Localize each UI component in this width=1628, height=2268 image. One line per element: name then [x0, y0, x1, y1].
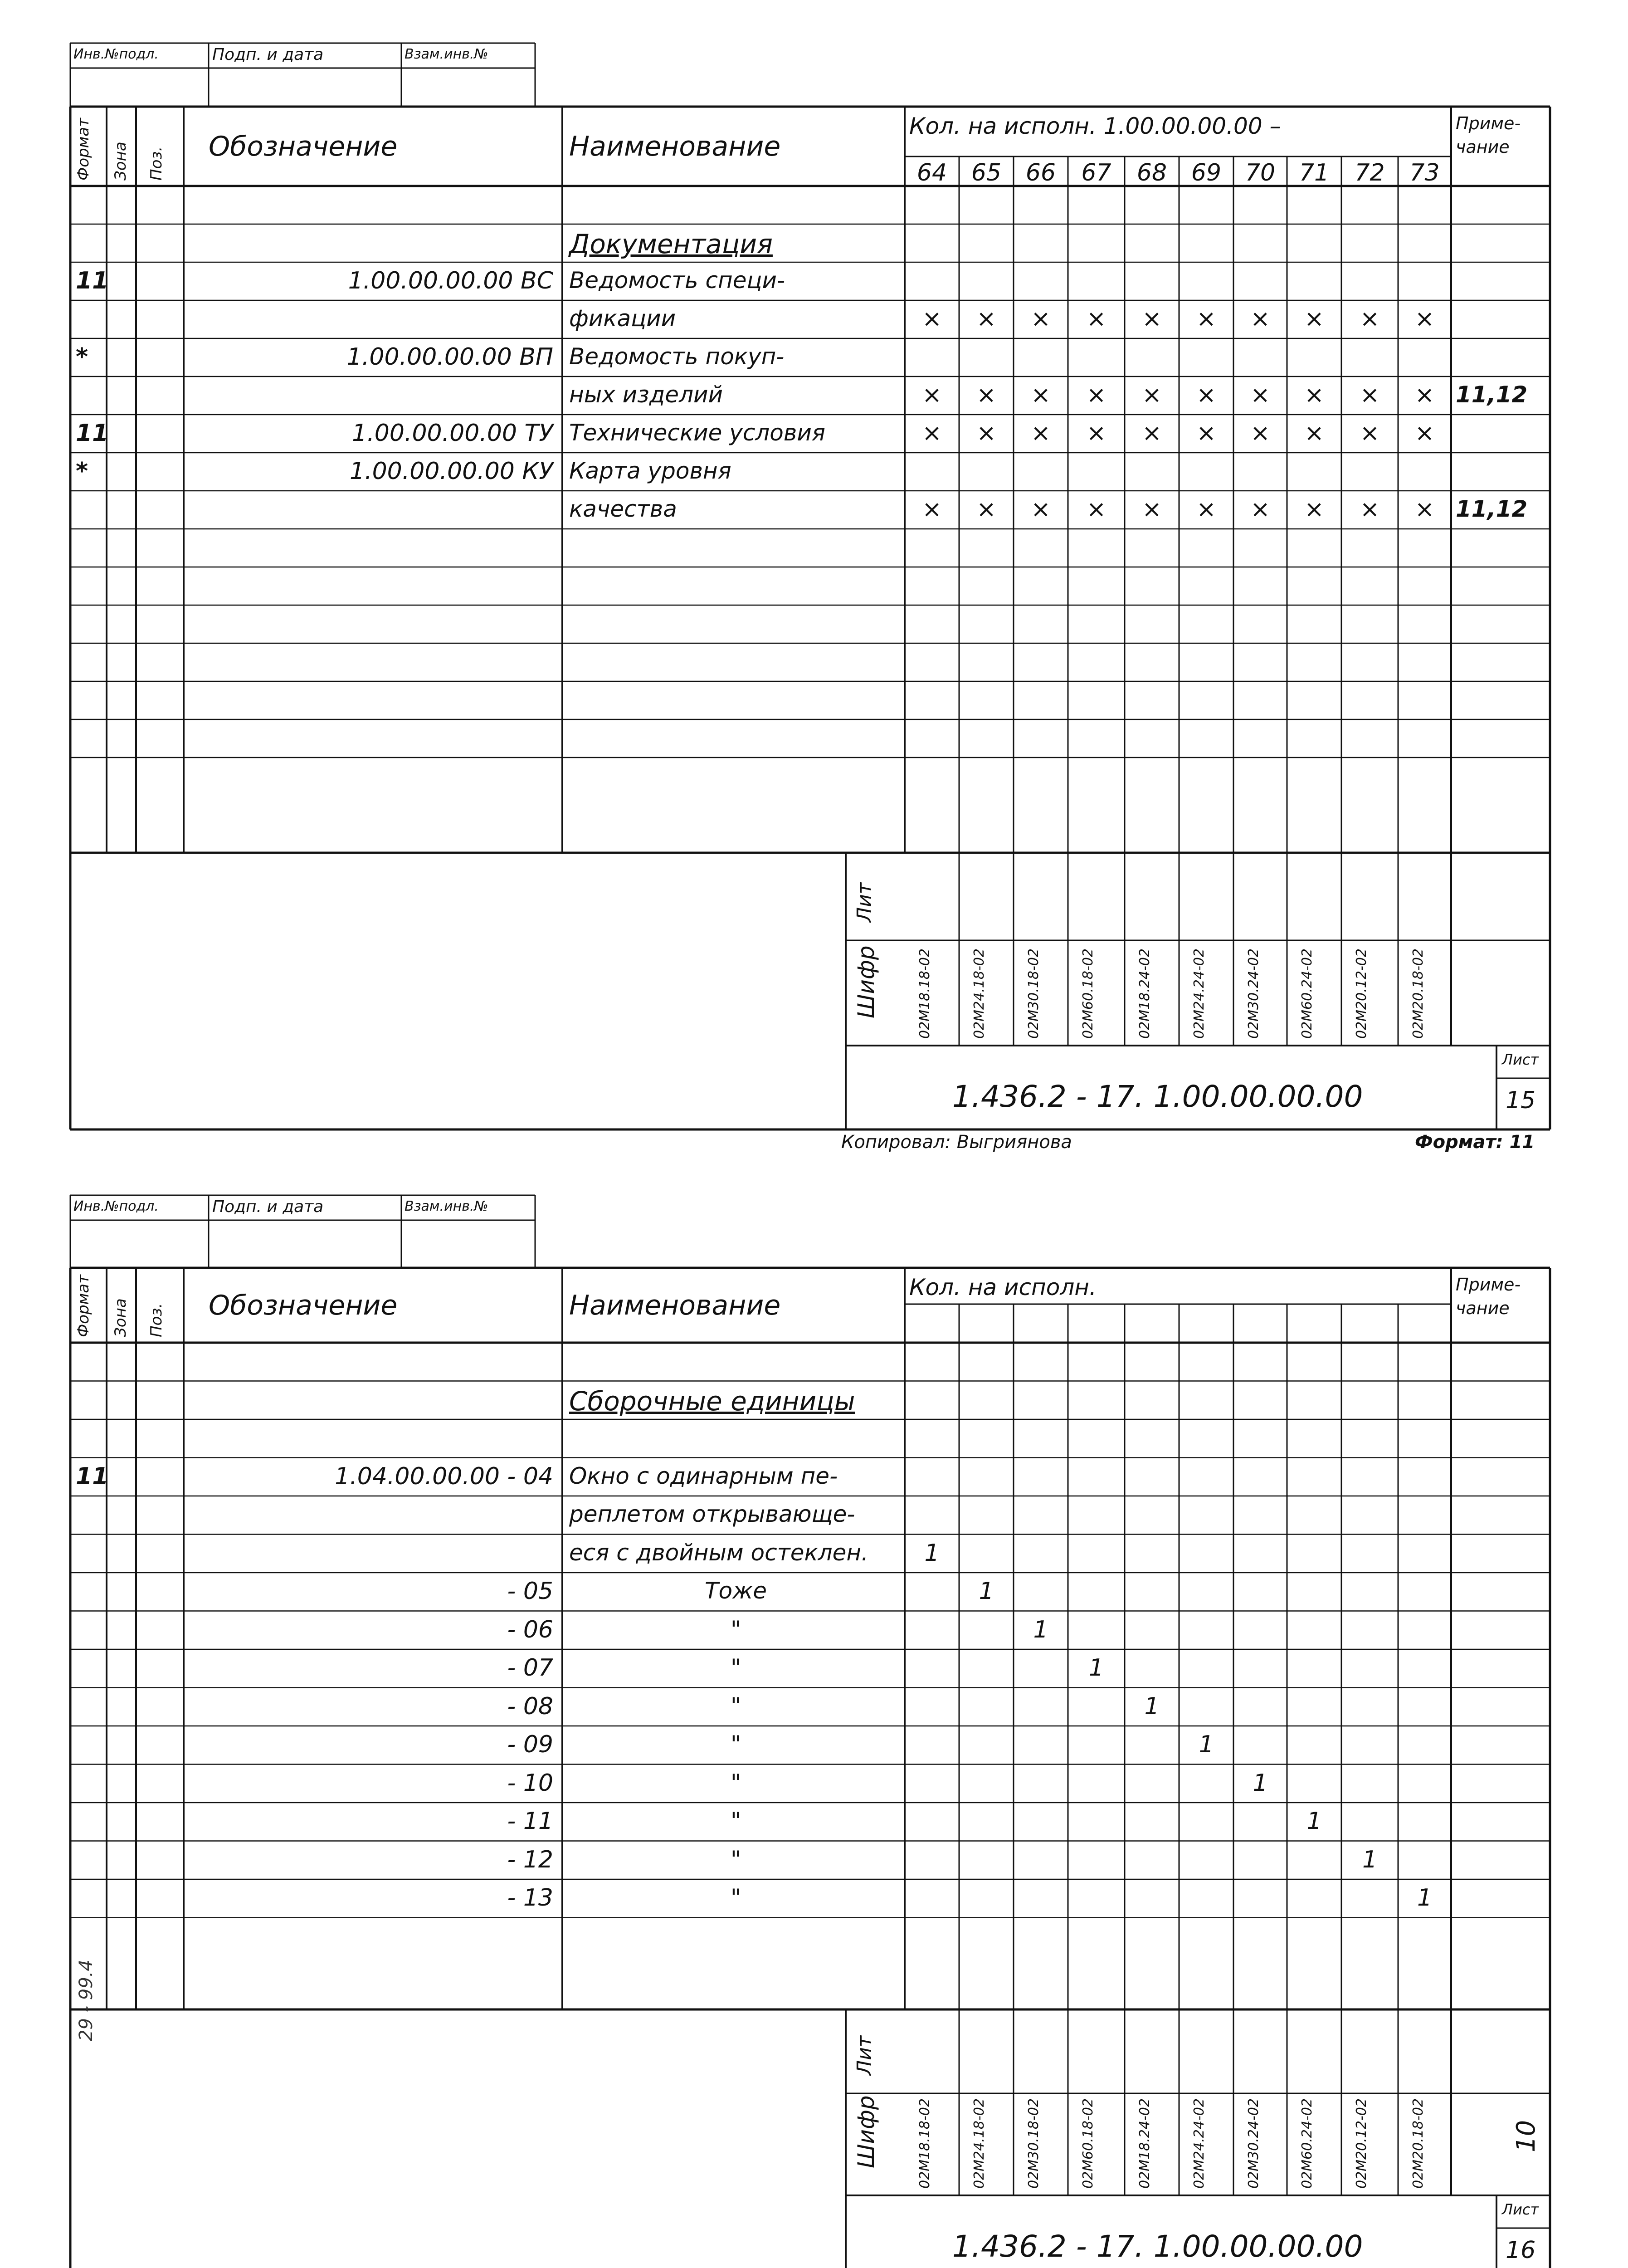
quantity-mark: 1 [1144, 1692, 1160, 1720]
row-name: ных изделий [569, 381, 723, 408]
variant-code: 02М24.18-02 [971, 948, 987, 1039]
row-designation: - 13 [507, 1884, 553, 1911]
quantity-mark: × [1196, 305, 1216, 332]
quantity-mark: × [1250, 305, 1270, 332]
row-format: 11 [76, 420, 109, 447]
row-name: " [731, 1884, 741, 1911]
signature-date-label: Подп. и дата [212, 1198, 324, 1216]
row-designation: 1.00.00.00.00 ВП [346, 343, 553, 371]
sheet-label: Лист [1502, 1051, 1539, 1068]
column-header-note: Приме- [1456, 113, 1521, 133]
variant-code: 02М30.24-02 [1246, 948, 1262, 1039]
row-designation: - 07 [507, 1654, 553, 1681]
shifr-label: Шифр [853, 945, 879, 1018]
document-number: 1.436.2 - 17. 1.00.00.00.00 [952, 2229, 1363, 2264]
variant-code: 02М24.18-02 [971, 2098, 987, 2189]
variant-code: 02М30.18-02 [1026, 948, 1042, 1039]
quantity-mark: × [1196, 496, 1216, 523]
variant-number: 69 [1191, 159, 1222, 186]
quantity-mark: 1 [1417, 1884, 1433, 1911]
variant-code: 02М60.18-02 [1080, 2098, 1096, 2189]
quantity-mark: × [922, 496, 942, 523]
variant-code: 02М24.24-02 [1191, 2098, 1207, 2189]
row-designation: 1.00.00.00.00 ТУ [352, 420, 553, 447]
variant-code: 02М20.18-02 [1410, 2098, 1426, 2189]
column-header-quantity: Кол. на исполн. [909, 1274, 1097, 1300]
quantity-mark: × [1031, 420, 1051, 447]
column-header-position: Поз. [147, 1303, 166, 1337]
column-header-format: Формат [74, 1275, 93, 1337]
row-name: " [731, 1846, 741, 1872]
quantity-mark: 1 [1253, 1769, 1268, 1797]
quantity-mark: × [1250, 496, 1270, 523]
quantity-mark: × [1360, 420, 1380, 447]
variant-code: 02М18.24-02 [1137, 2098, 1153, 2189]
row-designation: - 06 [507, 1616, 553, 1643]
row-format: * [76, 343, 88, 371]
quantity-mark: × [1086, 496, 1106, 523]
variant-code: 02М60.24-02 [1299, 948, 1315, 1039]
row-name: Тоже [705, 1578, 767, 1604]
quantity-mark: × [1086, 381, 1106, 409]
variant-code: 02М30.18-02 [1026, 2098, 1042, 2189]
section-heading: Сборочные единицы [569, 1385, 855, 1417]
row-name: Карта уровня [569, 458, 731, 484]
quantity-mark: × [1304, 420, 1324, 447]
column-header-position: Поз. [147, 146, 166, 181]
quantity-mark: × [1414, 305, 1435, 332]
column-header-quantity: Кол. на исполн. 1.00.00.00.00 – [909, 113, 1281, 139]
replacement-inventory-label: Взам.инв.№ [405, 46, 488, 62]
quantity-mark: × [1031, 381, 1051, 409]
row-name: " [731, 1616, 741, 1642]
variant-number: 68 [1136, 159, 1167, 186]
inventory-label: Инв.№подл. [73, 46, 159, 62]
quantity-mark: × [1142, 420, 1162, 447]
quantity-mark: 1 [924, 1539, 940, 1567]
quantity-mark: × [1031, 305, 1051, 332]
row-designation: - 10 [507, 1769, 553, 1797]
quantity-mark: × [1250, 420, 1270, 447]
row-note: 11,12 [1456, 381, 1528, 408]
variant-code: 02М18.24-02 [1137, 948, 1153, 1039]
shifr-label: Шифр [853, 2095, 879, 2168]
variant-code: 02М20.12-02 [1354, 2098, 1370, 2189]
row-designation: 1.00.00.00.00 КУ [349, 458, 553, 485]
variant-code: 02М20.12-02 [1354, 948, 1370, 1039]
row-name: Окно с одинарным пе- [569, 1462, 838, 1489]
variant-code: 02М60.18-02 [1080, 948, 1096, 1039]
quantity-mark: × [1304, 381, 1324, 409]
quantity-mark: × [1250, 381, 1270, 409]
document-number: 1.436.2 - 17. 1.00.00.00.00 [952, 1079, 1363, 1114]
quantity-mark: × [922, 305, 942, 332]
row-designation: - 09 [507, 1731, 553, 1758]
row-name: Ведомость специ- [569, 267, 785, 293]
column-header-zone: Зона [112, 1298, 130, 1337]
row-name: " [731, 1769, 741, 1796]
column-header-note: чание [1456, 137, 1510, 157]
side-stamp: 10 [1511, 2120, 1541, 2152]
quantity-mark: × [1414, 496, 1435, 523]
signature-date-label: Подп. и дата [212, 45, 324, 64]
quantity-mark: × [1086, 420, 1106, 447]
column-header-zone: Зона [112, 142, 130, 181]
variant-number: 67 [1081, 159, 1111, 186]
column-header-note: Приме- [1456, 1275, 1521, 1295]
column-header-format: Формат [74, 118, 93, 181]
sheet-number: 15 [1506, 1087, 1536, 1114]
quantity-mark: × [1360, 496, 1380, 523]
row-format: 11 [76, 1462, 109, 1490]
lit-label: Лит [853, 2035, 876, 2075]
row-name: " [731, 1654, 741, 1681]
quantity-mark: × [1196, 381, 1216, 409]
variant-code: 02М20.18-02 [1410, 948, 1426, 1039]
variant-code: 02М18.18-02 [917, 2098, 933, 2189]
quantity-mark: × [976, 496, 996, 523]
column-header-designation: Обозначение [209, 130, 398, 162]
row-name: фикации [569, 305, 676, 332]
inventory-label: Инв.№подл. [73, 1198, 159, 1214]
quantity-mark: × [1142, 496, 1162, 523]
variant-code: 02М30.24-02 [1246, 2098, 1262, 2189]
variant-code: 02М60.24-02 [1299, 2098, 1315, 2189]
variant-code: 02М24.24-02 [1191, 948, 1207, 1039]
quantity-mark: 1 [1033, 1616, 1048, 1643]
variant-number: 71 [1299, 159, 1330, 186]
quantity-mark: × [922, 381, 942, 409]
row-name: " [731, 1692, 741, 1719]
sheet-number: 16 [1506, 2237, 1536, 2264]
quantity-mark: × [1142, 381, 1162, 409]
variant-number: 70 [1245, 159, 1276, 186]
variant-number: 64 [916, 159, 947, 186]
quantity-mark: × [1304, 496, 1324, 523]
quantity-mark: × [1031, 496, 1051, 523]
variant-number: 73 [1409, 159, 1440, 186]
row-designation: - 12 [507, 1846, 553, 1873]
row-name: еся с двойным остеклен. [569, 1539, 868, 1566]
variant-number: 72 [1355, 159, 1385, 186]
quantity-mark: × [976, 420, 996, 447]
quantity-mark: 1 [1199, 1731, 1214, 1758]
quantity-mark: × [1142, 305, 1162, 332]
quantity-mark: × [922, 420, 942, 447]
quantity-mark: 1 [1306, 1808, 1322, 1835]
row-format: * [76, 458, 88, 485]
section-heading: Документация [569, 229, 773, 259]
variant-number: 66 [1025, 159, 1056, 186]
quantity-mark: × [1360, 381, 1380, 409]
quantity-mark: × [976, 305, 996, 332]
row-designation: - 05 [507, 1578, 553, 1605]
row-designation: - 11 [507, 1808, 553, 1835]
row-note: 11,12 [1456, 496, 1528, 522]
quantity-mark: × [1086, 305, 1106, 332]
quantity-mark: 1 [1362, 1846, 1378, 1873]
row-name: " [731, 1731, 741, 1757]
quantity-mark: × [1414, 381, 1435, 409]
format-label: Формат: 11 [1415, 1132, 1535, 1153]
row-designation: 1.00.00.00.00 ВС [348, 267, 553, 294]
quantity-mark: × [1196, 420, 1216, 447]
sheet-label: Лист [1502, 2201, 1539, 2218]
quantity-mark: × [976, 381, 996, 409]
column-header-name: Наименование [569, 1289, 781, 1321]
variant-number: 65 [971, 159, 1002, 186]
row-name: реплетом открывающе- [569, 1501, 855, 1527]
lit-label: Лит [853, 882, 876, 922]
column-header-designation: Обозначение [209, 1289, 398, 1321]
row-name: Ведомость покуп- [569, 343, 785, 370]
quantity-mark: × [1414, 420, 1435, 447]
replacement-inventory-label: Взам.инв.№ [405, 1198, 488, 1214]
row-name: " [731, 1808, 741, 1834]
row-name: качества [569, 496, 677, 522]
copied-by: Копировал: Выгриянова [841, 1132, 1072, 1153]
row-designation: 1.04.00.00.00 - 04 [335, 1462, 553, 1490]
row-format: 11 [76, 267, 109, 294]
variant-code: 02М18.18-02 [917, 948, 933, 1039]
quantity-mark: × [1304, 305, 1324, 332]
column-header-note: чание [1456, 1298, 1510, 1318]
quantity-mark: 1 [1088, 1654, 1104, 1681]
row-designation: - 08 [507, 1692, 553, 1720]
margin-note: 29 - 99.4 [76, 1960, 97, 2041]
column-header-name: Наименование [569, 130, 781, 162]
quantity-mark: 1 [979, 1578, 994, 1605]
row-name: Технические условия [569, 420, 825, 446]
quantity-mark: × [1360, 305, 1380, 332]
